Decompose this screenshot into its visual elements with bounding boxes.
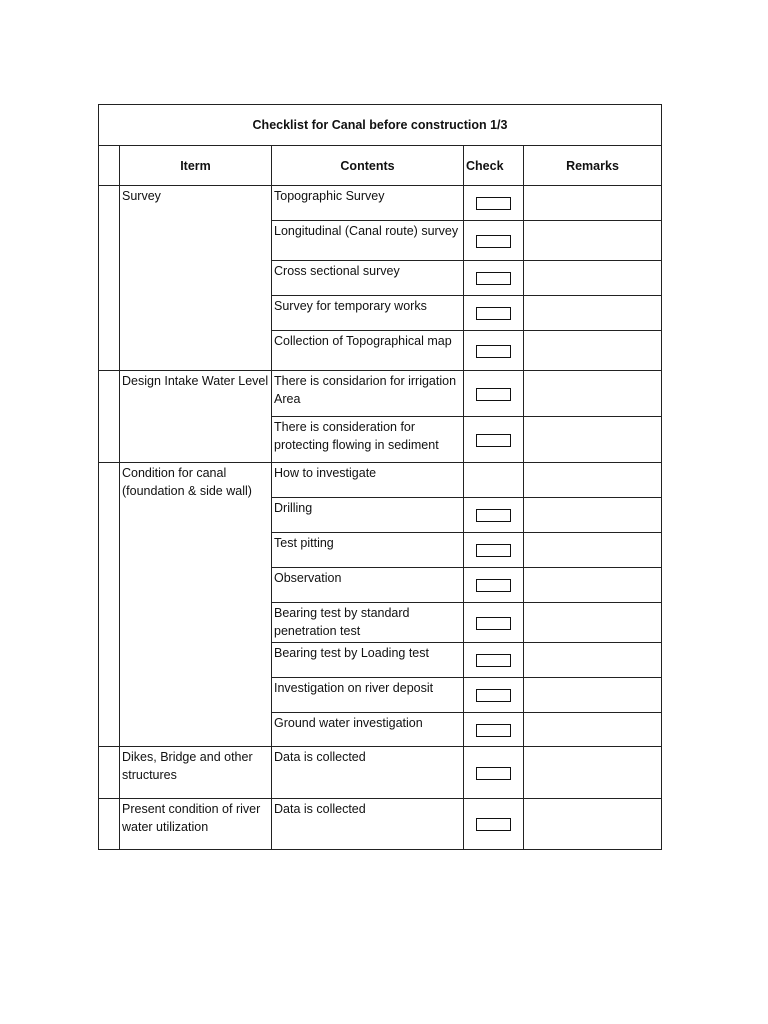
- table-row: [99, 799, 662, 850]
- row-index-cell: [99, 463, 120, 747]
- remarks-cell[interactable]: [524, 417, 662, 463]
- content-cell: Data is collected: [272, 799, 464, 850]
- header-row: [99, 146, 662, 186]
- remarks-cell[interactable]: [524, 261, 662, 296]
- row-index-cell: [99, 799, 120, 850]
- content-cell: Bearing test by standard penetration test: [272, 603, 464, 643]
- remarks-cell[interactable]: [524, 678, 662, 713]
- remarks-cell[interactable]: [524, 747, 662, 799]
- title-row: [99, 105, 662, 146]
- check-box[interactable]: [476, 197, 511, 210]
- table-row: [99, 371, 662, 417]
- checklist-body: [99, 105, 662, 850]
- check-box[interactable]: [476, 818, 511, 831]
- check-cell: [464, 568, 524, 603]
- remarks-header: Remarks: [524, 146, 662, 186]
- content-cell: Data is collected: [272, 747, 464, 799]
- content-cell: Drilling: [272, 498, 464, 533]
- content-cell: Bearing test by Loading test: [272, 643, 464, 678]
- item-cell: Condition for canal (foundation & side wall): [120, 463, 272, 747]
- content-cell: Topographic Survey: [272, 186, 464, 221]
- check-cell: [464, 296, 524, 331]
- check-cell: [464, 417, 524, 463]
- content-cell: Observation: [272, 568, 464, 603]
- row-index-cell: [99, 186, 120, 371]
- check-cell: [464, 747, 524, 799]
- check-cell: [464, 221, 524, 261]
- check-box[interactable]: [476, 724, 511, 737]
- check-header: Check: [464, 146, 524, 186]
- row-index-cell: [99, 747, 120, 799]
- remarks-cell[interactable]: [524, 186, 662, 221]
- check-box[interactable]: [476, 767, 511, 780]
- remarks-cell[interactable]: [524, 221, 662, 261]
- check-cell: [464, 371, 524, 417]
- remarks-cell[interactable]: [524, 331, 662, 371]
- content-cell: Cross sectional survey: [272, 261, 464, 296]
- remarks-cell[interactable]: [524, 533, 662, 568]
- check-cell: [464, 498, 524, 533]
- row-index-cell: [99, 371, 120, 463]
- check-box[interactable]: [476, 388, 511, 401]
- content-cell: Collection of Topographical map: [272, 331, 464, 371]
- check-cell: [464, 799, 524, 850]
- remarks-cell[interactable]: [524, 603, 662, 643]
- table-row: [99, 463, 662, 498]
- check-cell: [464, 678, 524, 713]
- table-row: [99, 186, 662, 221]
- check-cell: [464, 533, 524, 568]
- content-cell: Test pitting: [272, 533, 464, 568]
- check-box[interactable]: [476, 307, 511, 320]
- item-header: Iterm: [120, 146, 272, 186]
- content-cell: Ground water investigation: [272, 713, 464, 747]
- item-cell: Present condition of river water utilization: [120, 799, 272, 850]
- item-cell: Design Intake Water Level: [120, 371, 272, 463]
- check-cell: [464, 603, 524, 643]
- content-cell: How to investigate: [272, 463, 464, 498]
- remarks-cell[interactable]: [524, 296, 662, 331]
- table-title: Checklist for Canal before construction 1/3: [99, 105, 662, 146]
- remarks-cell[interactable]: [524, 498, 662, 533]
- check-box[interactable]: [476, 654, 511, 667]
- check-cell: [464, 713, 524, 747]
- check-box[interactable]: [476, 617, 511, 630]
- check-box[interactable]: [476, 235, 511, 248]
- check-box[interactable]: [476, 544, 511, 557]
- remarks-cell[interactable]: [524, 371, 662, 417]
- remarks-cell[interactable]: [524, 713, 662, 747]
- index-header: [99, 146, 120, 186]
- check-cell: [464, 643, 524, 678]
- checklist-table: [98, 104, 662, 850]
- content-cell: There is consideration for protecting flowing in sediment: [272, 417, 464, 463]
- remarks-cell[interactable]: [524, 463, 662, 498]
- content-cell: Survey for temporary works: [272, 296, 464, 331]
- contents-header: Contents: [272, 146, 464, 186]
- check-box[interactable]: [476, 689, 511, 702]
- check-cell: [464, 463, 524, 498]
- check-cell: [464, 331, 524, 371]
- content-cell: Longitudinal (Canal route) survey: [272, 221, 464, 261]
- check-box[interactable]: [476, 509, 511, 522]
- check-box[interactable]: [476, 579, 511, 592]
- item-cell: Survey: [120, 186, 272, 371]
- check-cell: [464, 261, 524, 296]
- check-cell: [464, 186, 524, 221]
- check-box[interactable]: [476, 345, 511, 358]
- check-box[interactable]: [476, 272, 511, 285]
- content-cell: Investigation on river deposit: [272, 678, 464, 713]
- remarks-cell[interactable]: [524, 799, 662, 850]
- content-cell: There is considarion for irrigation Area: [272, 371, 464, 417]
- item-cell: Dikes, Bridge and other structures: [120, 747, 272, 799]
- remarks-cell[interactable]: [524, 643, 662, 678]
- check-box[interactable]: [476, 434, 511, 447]
- remarks-cell[interactable]: [524, 568, 662, 603]
- table-row: [99, 747, 662, 799]
